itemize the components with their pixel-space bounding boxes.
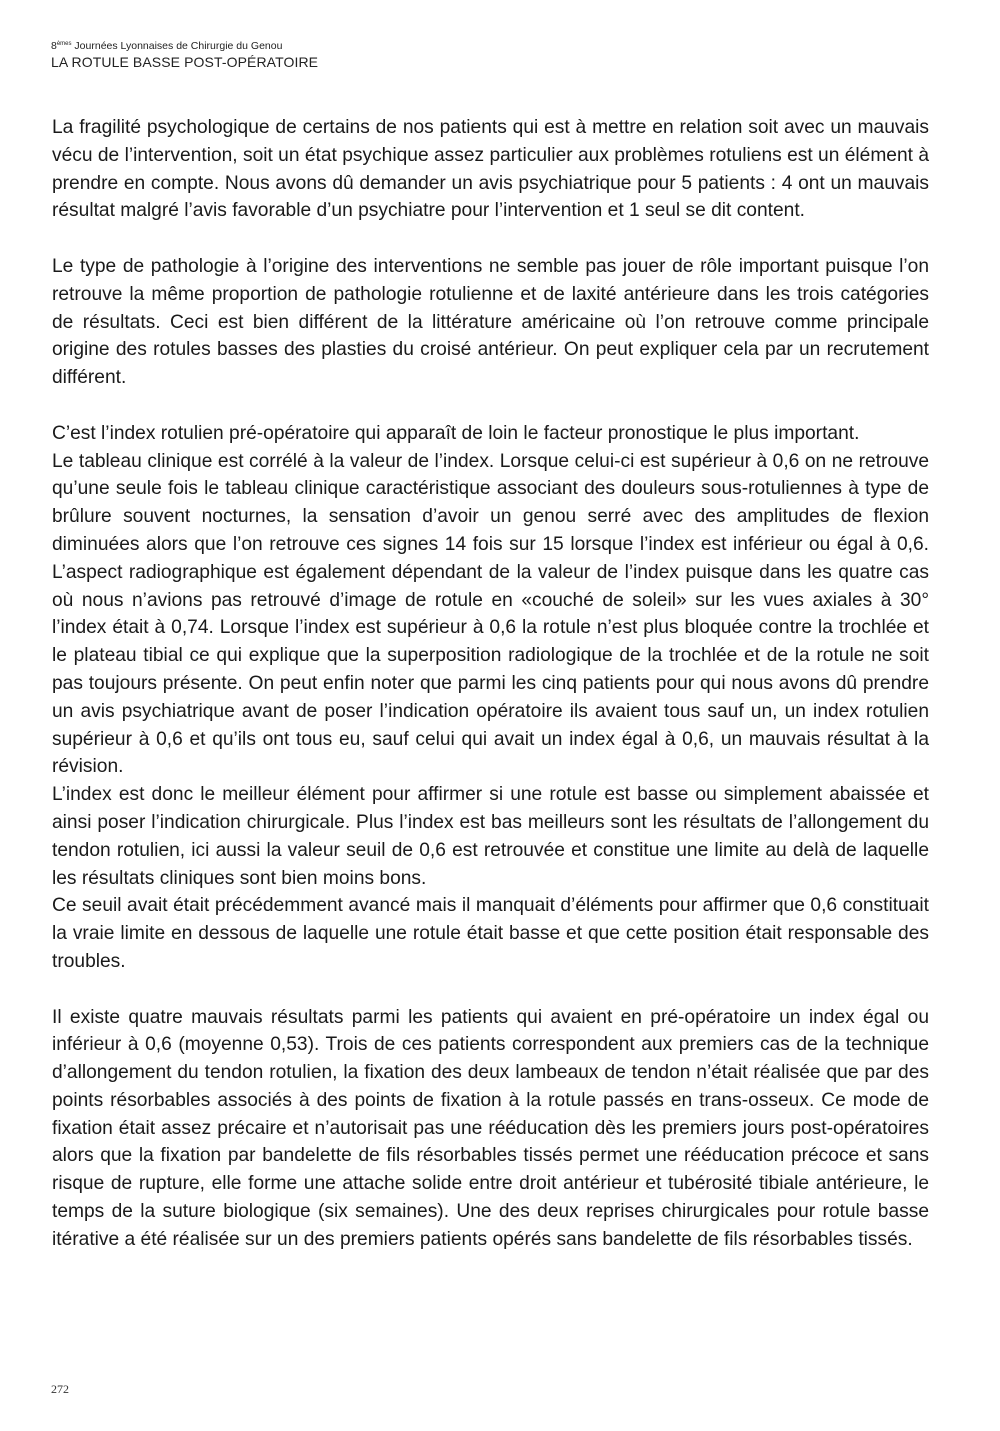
running-header <box>51 38 931 71</box>
body-text <box>52 114 929 1254</box>
paragraph-psychological-fragility: La fragilité psychologique de certains de nos patients qui est à mettre en relation soit avec un mauvais vécu de l’intervention, soit un état psychique assez particulier aux problèmes rotuliens est un élément à prendre en compte. Nous avons dû demander un avis psychiatrique pour 5 patients : 4 ont un mauvais résultat malgré l’avis favorable d’un psychiatre pour l’intervention et 1 seul se dit content. <box>52 117 929 222</box>
series-ordinal-suffix: èmes <box>56 41 72 47</box>
series-name: Journées Lyonnaises de Chirurgie du Genou <box>71 40 283 52</box>
paragraph-index-threshold: L’index est donc le meilleur élément pour affirmer si une rotule est basse ou simplement abaissée et ainsi poser l’indication chirurgicale. Plus l’index est bas meilleurs sont les résultats de l’allongement du tendon rotulien, ici aussi la valeur seuil de 0,6 est retrouvée et constitue une limite au delà de laquelle les résultats cliniques sont bien moins bons. <box>52 784 929 889</box>
series-ordinal: 8 <box>51 40 57 52</box>
paragraph-threshold-history: Ce seuil avait était précédemment avancé mais il manquait d’éléments pour affirmer que 0,6 constituait la vraie limite en dessous de laquelle une rotule était basse et que cette position était responsable des troubles. <box>52 895 929 972</box>
paragraph-prognostic-factor: C’est l’index rotulien pré-opératoire qui apparaît de loin le facteur pronostique le plus important. <box>52 422 860 444</box>
paragraph-pathology-type: Le type de pathologie à l’origine des interventions ne semble pas jouer de rôle important puisque l’on retrouve la même proportion de pathologie rotulienne et de laxité antérieure dans les trois catégories de résultats. Ceci est bien différent de la littérature américaine où l’on retrouve comme principale origine des rotules basses des plasties du croisé antérieur. On peut expliquer cela par un recrutement différent. <box>52 255 929 389</box>
page-number: 272 <box>51 1382 69 1396</box>
series-title <box>51 38 931 53</box>
chapter-title: LA ROTULE BASSE POST-OPÉRATOIRE <box>51 54 319 70</box>
paragraph-poor-results: Il existe quatre mauvais résultats parmi les patients qui avaient en pré-opératoire un index égal ou inférieur à 0,6 (moyenne 0,53). Trois de ces patients correspondent aux premiers cas de la technique d’allongement du tendon rotulien, la fixation des deux lambeaux de tendon n’était réalisée que par des points résorbables associés à des points de fixation à la rotule passés en trans-osseux. Ce mode de fixation était assez précaire et n’autorisait pas une rééducation dès les premiers jours post-opératoires alors que la fixation par bandelette de fils résorbables tissés permet une rééducation précoce et sans risque de rupture, elle forme une attache solide entre droit antérieur et tubérosité tibiale antérieure, le temps de la suture biologique (six semaines). Une des deux reprises chirurgicales pour rotule basse itérative a été réalisée sur un des premiers patients opérés sans bandelette de fils résorbables tissés. <box>52 1006 929 1250</box>
paragraph-clinical-picture: Le tableau clinique est corrélé à la valeur de l’index. Lorsque celui-ci est supérieur à 0,6 on ne retrouve qu’une seule fois le tableau clinique caractéristique associant des douleurs sous-rotuliennes à type de brûlure souvent nocturnes, la sensation d’avoir un genou serré avec des amplitudes de flexion diminuées alors que l’on retrouve ces signes 14 fois sur 15 lorsque l’index est inférieur ou égal à 0,6. L’aspect radiographique est également dépendant de la valeur de l’index puisque dans les quatre cas où nous n’avions pas retrouvé d’image de rotule en «couché de soleil» sur les vues axiales à 30° l’index était à 0,74. Lorsque l’index est supérieur à 0,6 la rotule n’est plus bloquée contre la trochlée et le plateau tibial ce qui explique que la superposition radiologique de la trochlée et de la rotule ne soit pas toujours présente. On peut enfin noter que parmi les cinq patients pour qui nous avons dû prendre un avis psychiatrique avant de poser l’indication opératoire ils avaient tous sauf un, un index rotulien supérieur à 0,6 et qu’ils ont tous eu, sauf celui qui avait un index égal à 0,6, un mauvais résultat à la révision. <box>52 450 929 778</box>
